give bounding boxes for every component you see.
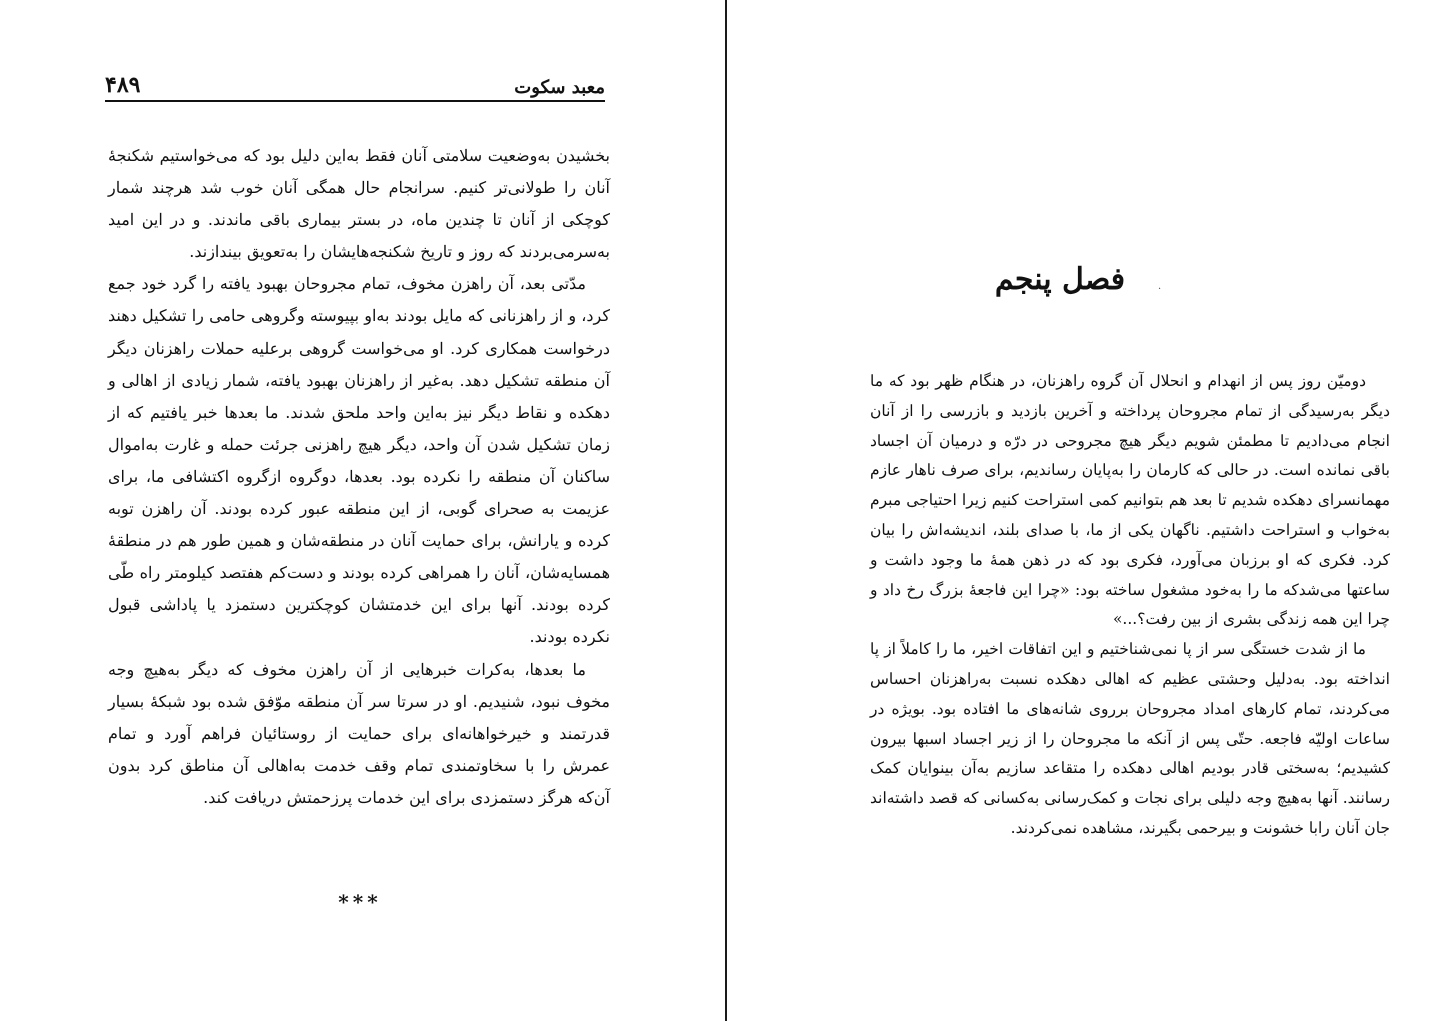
paragraph: بخشیدن به‌وضعیت سلامتی آنان فقط به‌این دلیل بود که می‌خواستیم شکنجهٔ آنان را طولانی‌تر کنیم. سرانجام حال همگی آنان خوب شد هرچند شمار کوچکی از آنان تا چندین ماه، در بستر بیماری باقی ماندند. و در این امید به‌سر‌می‌بردند که روز و تاریخ شکنجه‌هایشان را به‌تعویق بیندازند. — [108, 146, 610, 262]
running-title: معبد سکوت — [514, 77, 605, 98]
header-rule — [105, 100, 605, 102]
chapter-title: فصل پنجم — [994, 262, 1126, 297]
paragraph: دومیّن روز پس از انهدام و انحلال آن گروه راهزنان، در هنگام ظهر بود که ما دیگر به‌رسیدگی از تمام مجروحان پرداخته و آخرین بازدید و بازرسی را از آنان انجام می‌دادیم تا مطمئن شویم دیگر هیچ مجروحی در درّه و درمیان آن اجساد باقی نمانده است. در حالی که کارمان را به‌پایان رساندیم، برای صرف ناهار عازم مهمانسرای دهکده شدیم تا بعد هم بتوانیم کمی استراحت کنیم زیرا احتیاجی مبرم به‌خواب و استراحت داشتیم. ناگهان یکی از ما، با صدای بلند، اندیشه‌اش را بیان کرد. فکری که او برزبان می‌آورد، فکری بود که در ذهن همهٔ ما وجود داشت و ساعتها می‌شدکه ما را به‌خود مشغول ساخته بود: «چرا این فاجعهٔ بزرگ رخ داد و چرا این همه زندگی بشری از بین رفت؟...» — [870, 372, 1390, 629]
right-page-body — [870, 367, 1390, 844]
paragraph: ما بعدها، به‌کرات خبرهایی از آن راهزن مخوف که دیگر به‌هیچ وجه مخوف نبود، شنیدیم. او در سرتا سر آن منطقه موّفق شده بود شبکهٔ بسیار قدرتمند و خیرخواهانه‌ای برای حمایت از روستائیان فراهم آورد و تمام عمرش را با سخاوتمندی تمام وقف خدمت به‌اهالی آن مناطق کرد بدون آن‌که هرگز دستمزدی برای این خدمات پرزحمتش دریافت کند. — [108, 659, 610, 807]
page-gutter — [725, 0, 727, 1021]
paragraph: ما از شدت خستگی سر از پا نمی‌شناختیم و این اتفاقات اخیر، ما را کاملاً از پا انداخته بود. به‌دلیل وحشتی عظیم که اهالی دهکده نسبت به‌راهزنان احساس می‌کردند، تمام کارهای امداد مجروحان برروی شانه‌های ما افتاده بود. بویژه در ساعات اولیّه فاجعه. حتّی پس از آنکه ما مجروحان را از زیر اجساد اسبها بیرون کشیدیم؛ به‌سختی قادر بودیم اهالی دهکده را متقاعد سازیم به‌آن بینوایان کمک رسانند. آنها به‌هیچ وجه دلیلی برای نجات و کمک‌رسانی به‌کسانی که قصد داشته‌اند جان آنان رابا خشونت و بیرحمی بگیرند، مشاهده نمی‌کردند. — [870, 640, 1390, 837]
page-number: ۴۸۹ — [105, 72, 141, 98]
paragraph: مدّتی بعد، آن راهزن مخوف، تمام مجروحان بهبود یافته را گرد خود جمع کرد، و از راهزنانی که مایل بودند به‌او بپیوسته وگروهی حامی را تشکیل دهند درخواست همکاری کرد. او می‌خواست گروهی برعلیه حملات راهزنان دیگر آن منطقه تشکیل دهد. به‌غیر از راهزنان بهبود یافته، شمار زیادی از اهالی و دهکده و نقاط دیگر نیز به‌این واحد ملحق شدند. ما بعدها خبر یافتیم که از زمان تشکیل شدن آن واحد، دیگر هیچ راهزنی جرئت حمله و غارت به‌اموال ساکنان آن منطقه را نکرده بود. بعدها، دوگروه ازگروه اکتشافی ما، برای عزیمت به صحرای گوبی، از این منطقه عبور کرده بودند. آن راهزن توبه کرده و یارانش، برای حمایت آنان در منطقه‌شان و همین طور هم در منطقهٔ همسایه‌شان، آنان را همراهی کرده بودند و دست‌کم هفتصد کیلومتر راه طّی کرده بودند. آنها برای این خدمتشان کوچکترین دستمزد یا پاداشی قبول نکرده بودند. — [108, 274, 610, 647]
left-page-header — [105, 68, 605, 98]
section-break: *** — [338, 890, 382, 914]
scan-dot-mark: · — [1158, 284, 1162, 295]
left-page-body — [108, 140, 610, 814]
